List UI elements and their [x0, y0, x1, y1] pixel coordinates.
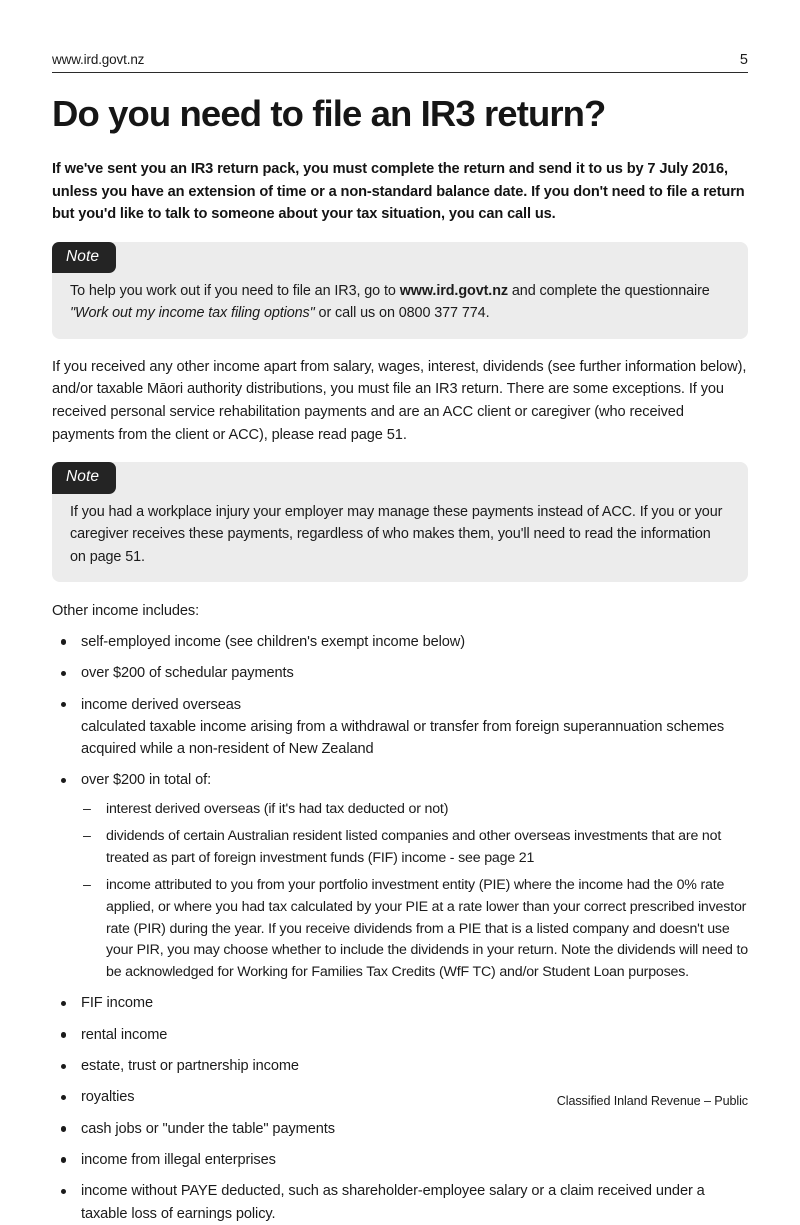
note-body-1 [52, 273, 748, 325]
list-item-text: income without PAYE deducted, such as shareholder-employee salary or a claim received under a taxable loss of earnings policy. [81, 1183, 705, 1222]
sub-list-item: – interest derived overseas (if it's had tax deducted or not) [81, 799, 748, 821]
note-body-2: If you had a workplace injury your employer may manage these payments instead of ACC. If you or your caregiver receives these payments, regardless of who makes them, you'll need to read the information on page 51. [70, 503, 723, 565]
note1-text-tail: or call us on 0800 377 774. [314, 305, 490, 322]
list-intro-text: Other income includes: [52, 602, 200, 619]
paragraph-other-income: If you received any other income apart from salary, wages, interest, dividends (see further information below), and/or taxable Māori authority distributions, you must file an IR3 return. There are some exceptions. If you received personal service rehabilitation payments and are an ACC client or caregiver (who received payments from the client or ACC), please read page 51. [52, 358, 747, 443]
list-item [52, 992, 748, 1014]
note1-questionnaire-name: "Work out my income tax filing options" [70, 305, 315, 322]
list-item-text: over $200 in total of: [81, 772, 212, 789]
list-item-text: rental income [81, 1026, 168, 1043]
list-item-text: income derived overseas [81, 696, 241, 713]
note-box-2 [52, 462, 748, 582]
list-item [52, 694, 748, 761]
page-title: Do you need to file an IR3 return? [52, 93, 606, 134]
list-item [52, 662, 748, 684]
lead-paragraph: If we've sent you an IR3 return pack, you must complete the return and send it to us by 7 July 2016, unless you have an extension of time or a non-standard balance date. If you don't need to file a return but you'd like to talk to someone about your tax situation, you can call us. [52, 161, 745, 222]
list-item-text: income from illegal enterprises [81, 1151, 276, 1168]
note-label-1: Note [52, 242, 116, 274]
other-income-list [52, 631, 748, 1225]
list-item [52, 1055, 748, 1077]
header-website-url: www.ird.govt.nz [52, 52, 145, 67]
note-box-1 [52, 242, 748, 339]
list-item [52, 1024, 748, 1046]
list-item [52, 769, 748, 983]
list-item [52, 1118, 748, 1140]
sub-list-item: – dividends of certain Australian resident listed companies and other overseas investments that are not treated as part of foreign investment funds (FIF) income - see page 21 [81, 826, 748, 869]
header-page-number: 5 [739, 52, 748, 68]
document-content [52, 92, 748, 1225]
list-item-text: over $200 of schedular payments [81, 665, 294, 682]
list-item-text: self-employed income (see children's exempt income below) [81, 633, 465, 650]
classification-footer: Classified Inland Revenue – Public [556, 1094, 748, 1108]
list-item-text: royalties [81, 1089, 135, 1106]
note1-website-link: www.ird.govt.nz [399, 283, 508, 299]
note1-text-after-link: and complete the questionnaire [507, 283, 710, 299]
list-item [52, 1180, 748, 1225]
list-item-continuation: calculated taxable income arising from a withdrawal or transfer from foreign superannuation schemes acquired while a non-resident of New Zealand [81, 718, 725, 758]
list-item [52, 631, 748, 653]
page-running-header [52, 52, 748, 73]
sub-list [81, 799, 748, 984]
list-item [52, 1149, 748, 1171]
sub-list-item: – income attributed to you from your portfolio investment entity (PIE) where the income had the 0% rate applied, or where you had tax calculated by your PIE at a rate lower than your correct prescribed investor rate (PIR) during the year. If you receive dividends from a PIE that is a listed company and doesn't use your PIR, you may choose whether to include the dividends in your return. Note the dividends will need to be acknowledged for Working for Families Tax Credits (WfF TC) and/or Student Loan purposes. [81, 875, 748, 983]
note-label-2: Note [52, 462, 116, 494]
note1-text-before-link: To help you work out if you need to file an IR3, go to [70, 283, 400, 299]
list-item-text: estate, trust or partnership income [81, 1058, 299, 1075]
list-item-text: FIF income [81, 995, 153, 1012]
list-item-text: cash jobs or "under the table" payments [81, 1120, 335, 1137]
